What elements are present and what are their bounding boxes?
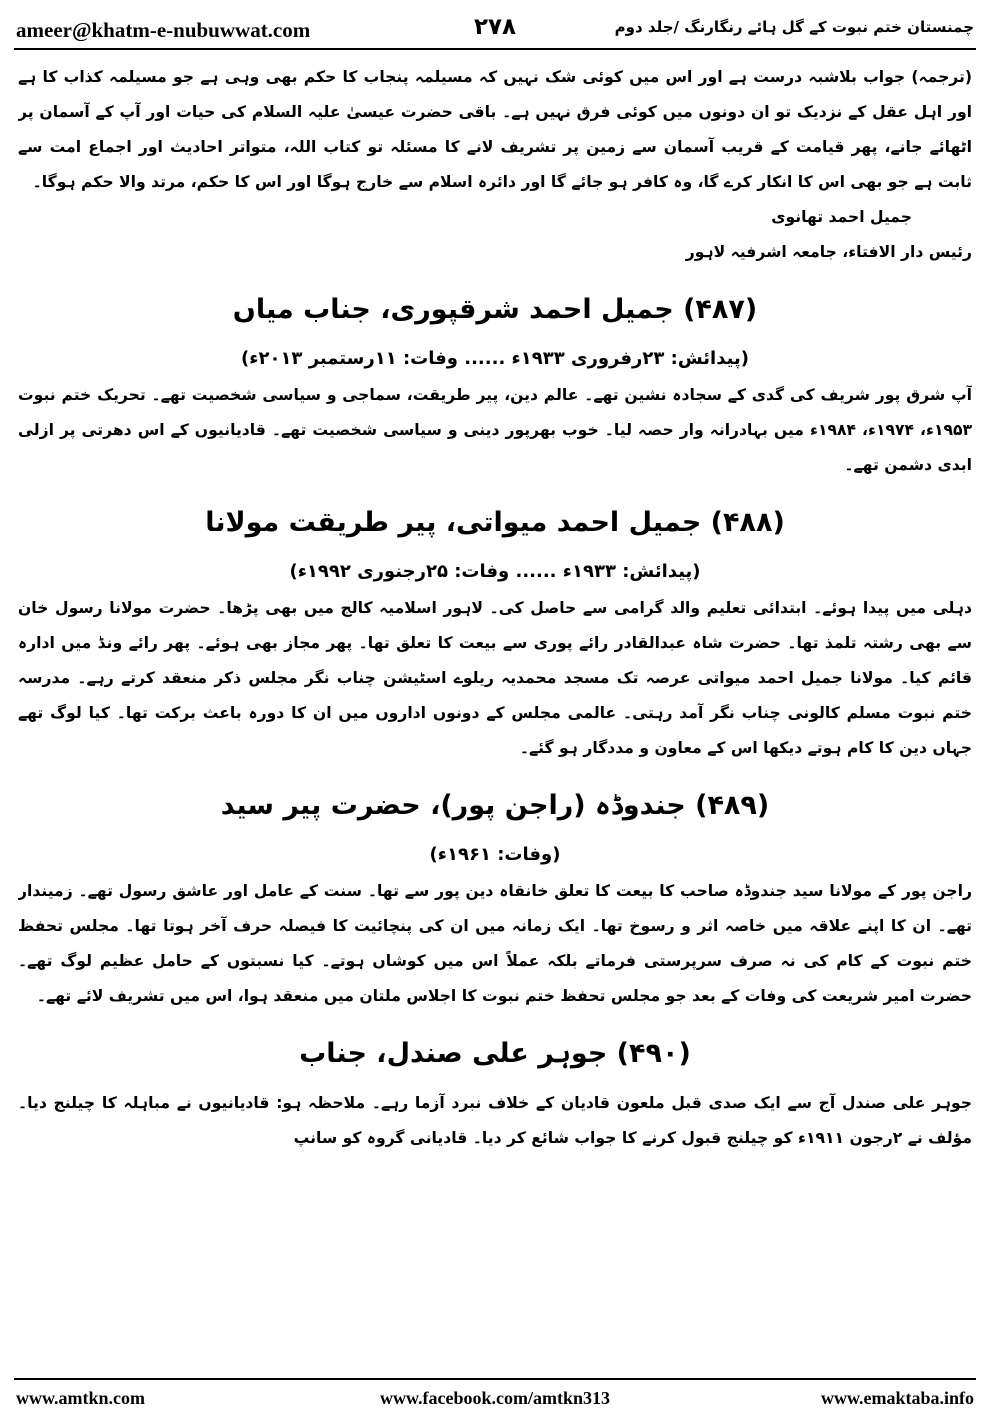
signature-line — [18, 200, 972, 235]
section-heading-489: (۴۸۹) جندوڈہ (راجن پور)، حضرت پیر سید — [220, 790, 770, 821]
section-heading-488: (۴۸۸) جمیل احمد میواتی، پیر طریقت مولانا — [205, 507, 785, 538]
page-content — [18, 60, 972, 1372]
page-number: ۲۷۸ — [473, 14, 517, 40]
footer-emaktaba-link[interactable]: www.emaktaba.info — [820, 1388, 974, 1408]
header-email: ameer@khatm-e-nubuwwat.com — [16, 18, 311, 42]
institution-line: رئیس دار الافتاء، جامعہ اشرفیہ لاہور — [685, 243, 972, 261]
page-header — [14, 14, 976, 50]
footer-website-link[interactable]: www.amtkn.com — [16, 1388, 145, 1408]
section-body-487: آپ شرق پور شریف کی گدی کے سجادہ نشین تھے۔ عالم دین، پیر طریقت، سماجی و سیاسی شخصیت تھے۔ تحریک ختم نبوت ۱۹۵۳ء، ۱۹۷۴ء، ۱۹۸۴ء میں بہادرانہ وار حصہ لیا۔ خوب بھرپور دینی و سیاسی شخصیت تھے۔ قادیانیوں کے اس دھرتی پر ازلی ابدی دشمن تھے۔ — [18, 386, 972, 474]
section-body-488: دہلی میں پیدا ہوئے۔ ابتدائی تعلیم والد گرامی سے حاصل کی۔ لاہور اسلامیہ کالج میں بھی پڑھا۔ حضرت مولانا رسول خان سے بھی رشتہ تلمذ تھا۔ حضرت شاہ عبدالقادر رائے پوری سے بیعت کا تعلق تھا۔ پھر مجاز بھی ہوئے۔ پھر رائے ونڈ میں ادارہ قائم کیا۔ مولانا جمیل احمد میواتی عرصہ تک مسجد محمدیہ ریلوے اسٹیشن چناب نگر مجلس ذکر منعقد کرتے رہے۔ مدرسہ ختم نبوت مسلم کالونی چناب نگر آمد رہتی۔ عالمی مجلس کے دونوں اداروں میں ان کا دورہ باعث برکت تھا۔ کیا لوگ تھے جہاں دین کا کام ہوتے دیکھا اس کے معاون و مددگار ہو گئے۔ — [18, 599, 972, 757]
section-heading-487: (۴۸۷) جمیل احمد شرقپوری، جناب میاں — [232, 294, 758, 325]
page-footer — [14, 1378, 976, 1414]
section-body-490: جوہر علی صندل آج سے ایک صدی قبل ملعون قادیان کے خلاف نبرد آزما رہے۔ ملاحظہ ہو: قادیانیوں نے مباہلہ کا چیلنج دیا۔ مؤلف نے ۲رجون ۱۹۱۱ء کو چیلنج قبول کرنے کا جواب شائع کر دیا۔ قادیانی گروہ کو سانپ — [18, 1094, 972, 1147]
signature-name: جمیل احمد تھانوی — [771, 208, 912, 226]
section-heading-490: (۴۹۰) جوہر علی صندل، جناب — [299, 1038, 691, 1069]
section-body-489: راجن پور کے مولانا سید جندوڈہ صاحب کا بیعت کا تعلق خانقاہ دین پور سے تھا۔ سنت کے عامل اور عاشق رسول تھے۔ زمیندار تھے۔ ان کا اپنے علاقہ میں خاصہ اثر و رسوخ تھا۔ ایک زمانہ میں ان کی پنچائیت کا فیصلہ حرف آخر ہوتا تھا۔ مجلس تحفظ ختم نبوت کے کام کی نہ صرف سرپرستی فرماتے بلکہ عملاً اس میں کوشاں ہوتے۔ کیا نسبتوں کے حامل عظیم لوگ تھے۔ حضرت امیر شریعت کی وفات کے بعد جو مجلس تحفظ ختم نبوت کا اجلاس ملتان میں منعقد ہوا، اس میں تشریف لائے تھے۔ — [18, 882, 972, 1005]
section-dates-487: (پیدائش: ۲۳رفروری ۱۹۳۳ء ...... وفات: ۱۱رستمبر ۲۰۱۳ء) — [241, 348, 749, 369]
section-dates-489: (وفات: ۱۹۶۱ء) — [429, 844, 561, 865]
translation-paragraph: (ترجمہ) جواب بلاشبہ درست ہے اور اس میں کوئی شک نہیں کہ مسیلمہ پنجاب کا حکم بھی وہی ہے جو مسیلمہ کذاب کا ہے اور اہل عقل کے نزدیک تو ان دونوں میں کوئی فرق نہیں ہے۔ باقی حضرت عیسیٰ علیہ السلام کی حیات اور آپ کے آسمان پر اٹھائے جانے، پھر قیامت کے قریب آسمان سے زمین پر تشریف لانے کا مسئلہ تو کتاب اللہ، متواتر احادیث اور اجماع امت سے ثابت ہے جو بھی اس کا انکار کرے گا، وہ کافر ہو جائے گا اور دائرہ اسلام سے خارج ہوگا اور اس کا حکم، مرتد والا حکم ہوگا۔ — [18, 68, 972, 191]
section-dates-488: (پیدائش: ۱۹۳۳ء ...... وفات: ۲۵رجنوری ۱۹۹۲ء) — [289, 561, 701, 582]
book-title: چمنستان ختم نبوت کے گل ہائے رنگارنگ /جلد دوم — [614, 18, 974, 36]
footer-facebook-link[interactable]: www.facebook.com/amtkn313 — [380, 1388, 610, 1408]
